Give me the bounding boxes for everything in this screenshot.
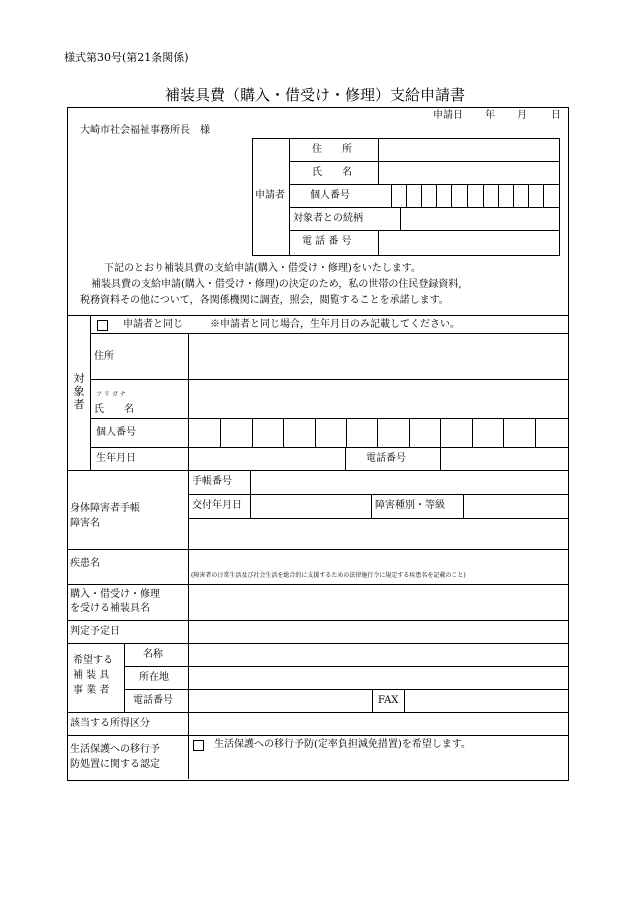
same-as-applicant-label: 申請者と同じ [123,319,183,330]
type-grade-label: 障害種別・等級 [375,500,445,511]
applicant-address-label: 住 所 [312,144,352,155]
subject-birth-label: 生年月日 [96,453,136,464]
subject-number-field[interactable] [189,419,567,447]
applicant-name-field[interactable] [379,162,558,184]
date-year-label: 年 [485,110,495,121]
applicant-phone-field[interactable] [379,231,558,254]
device-field[interactable] [189,585,567,620]
vendor-phone-label: 電話番号 [133,695,173,706]
consent-line-1: 下記のとおり補装具費の支給申請(購入・借受け・修理)をいたします。 [104,263,422,274]
disease-note: (障害者の日常生活及び社会生活を総合的に支援するための法律施行令に規定する疾患名を記載のこと) [191,572,466,579]
applicant-phone-label: 電 話 番 号 [302,236,352,247]
furigana-label: フ リ ガ ナ [96,391,126,398]
device-label-2: を受ける補装具名 [70,603,150,614]
vendor-label-1: 希望する [73,655,113,666]
issue-date-label: 交付年月日 [192,500,242,511]
subject-phone-field[interactable] [441,448,567,470]
date-label: 申請日 [433,110,463,121]
device-label-1: 購入・借受け・修理 [70,589,160,600]
welfare-checkbox[interactable] [193,740,204,751]
applicant-number-field[interactable] [379,185,558,207]
same-as-applicant-note: ※申請者と同じ場合，生年月日のみ記載してください。 [210,319,460,330]
date-day-label: 日 [551,110,561,121]
addressee: 大崎市社会福祉事務所長 様 [80,125,210,136]
welfare-label-2: 防処置に関する認定 [70,759,160,770]
vendor-location-label: 所在地 [139,672,169,683]
consent-line-2: 補装具費の支給申請(購入・借受け・修理)の決定のため，私の世帯の住民登録資料, [91,279,462,290]
income-label: 該当する所得区分 [70,718,150,729]
vendor-phone-field[interactable] [189,690,371,712]
subject-section-label: 対象者 [73,372,85,411]
book-number-label: 手帳番号 [192,476,232,487]
applicant-relation-field[interactable] [401,208,558,230]
judgment-field[interactable] [189,621,567,643]
vendor-name-field[interactable] [189,644,567,666]
disease-field[interactable] [189,550,567,570]
judgment-label: 判定予定日 [70,626,120,637]
vendor-label-2: 補 装 具 [73,670,110,681]
vendor-fax-label: FAX [378,695,399,706]
type-grade-field[interactable] [464,495,567,517]
subject-number-label: 個人番号 [96,427,136,438]
applicant-address-field[interactable] [379,139,558,161]
same-as-applicant-checkbox[interactable] [97,320,108,331]
vendor-name-label: 名称 [143,649,163,660]
disability-name-label: 障害名 [70,518,100,529]
disability-card-label: 身体障害者手帳 [70,503,140,514]
welfare-checkbox-label: 生活保護への移行予防(定率負担減免措置)を希望します。 [214,739,472,750]
subject-address-label: 住所 [94,351,114,362]
applicant-number-label: 個人番号 [310,190,350,201]
applicant-relation-label: 対象者との続柄 [293,213,363,224]
vendor-label-3: 事 業 者 [73,685,110,696]
disease-label: 疾患名 [70,558,100,569]
subject-name-label: 氏 名 [94,404,134,415]
vendor-fax-field[interactable] [405,690,567,712]
applicant-name-label: 氏 名 [312,167,352,178]
form-number: 様式第30号(第21条関係) [64,51,189,64]
form-title: 補装具費（購入・借受け・修理）支給申請書 [164,86,465,104]
subject-name-field[interactable] [189,380,567,418]
applicant-section-label: 申請者 [255,190,285,201]
date-month-label: 月 [517,110,527,121]
consent-line-3: 税務資料その他について，各関係機関に調査，照会，閲覧することを承諾します。 [80,295,449,306]
subject-phone-label: 電話番号 [366,453,406,464]
book-number-field[interactable] [251,471,567,493]
income-field[interactable] [189,713,567,735]
issue-date-field[interactable] [251,495,370,517]
subject-address-field[interactable] [189,334,567,379]
disability-name-field[interactable] [189,519,567,549]
welfare-label-1: 生活保護への移行予 [70,744,160,755]
subject-birth-field[interactable] [189,448,344,470]
vendor-location-field[interactable] [189,667,567,689]
